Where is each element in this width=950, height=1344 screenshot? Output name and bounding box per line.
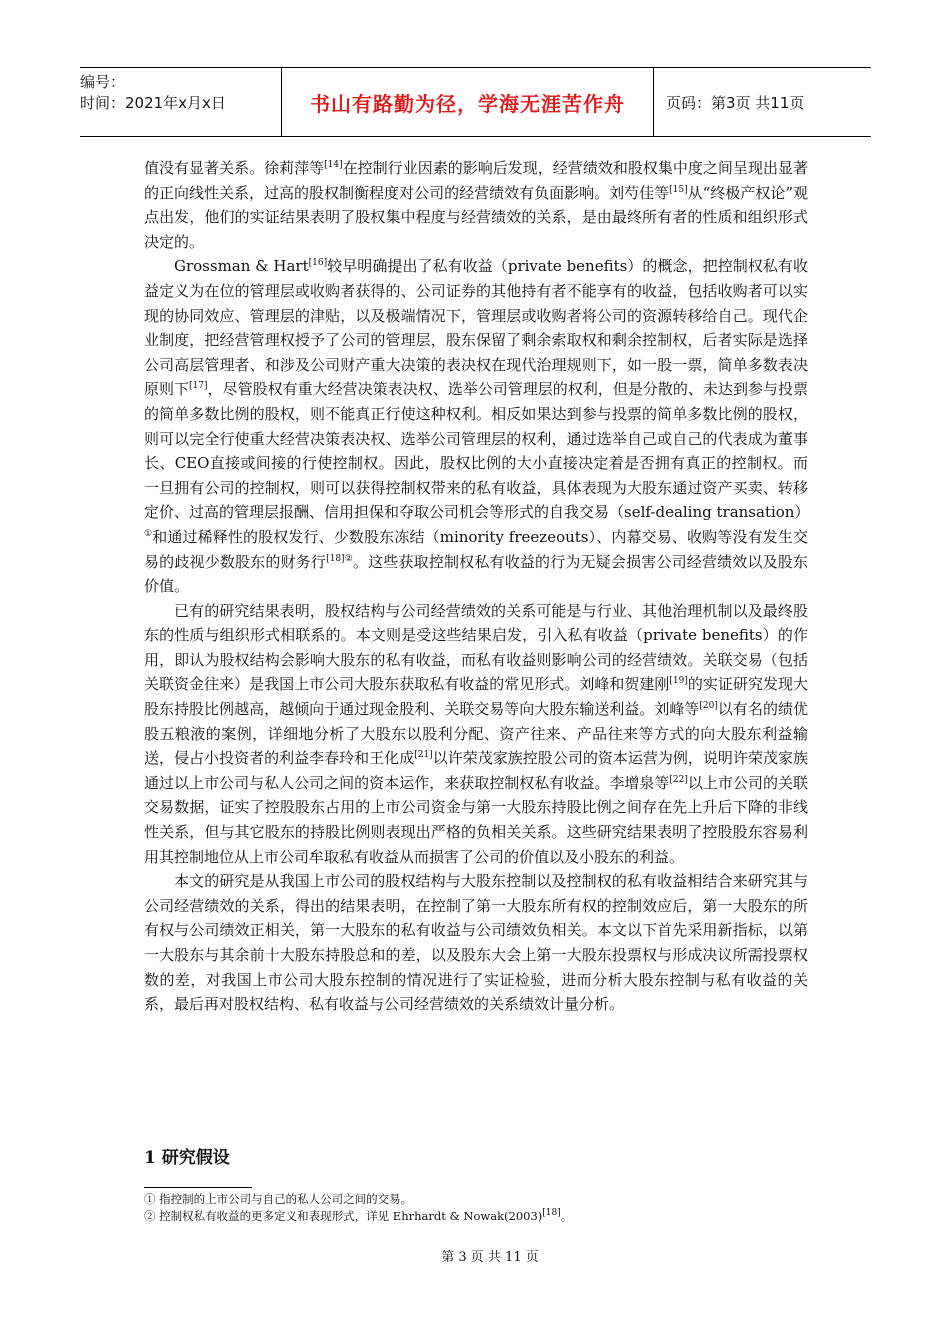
citation-ref: [18] <box>542 1208 561 1219</box>
time-label: 时间：2021年x月x日 <box>80 94 226 112</box>
footnote-mark: ① <box>144 1192 156 1206</box>
footnote-text: 指控制的上市公司与自己的私人公司之间的交易。 <box>155 1192 413 1206</box>
citation-ref: [17] <box>189 381 208 392</box>
footnote-mark: ② <box>144 1209 156 1223</box>
paragraph: 已有的研究结果表明，股权结构与公司经营绩效的关系可能是与行业、其他治理机制以及最终股东的性质与组织形式相联系的。本文则是受这些结果启发，引入私有收益（private benefits）的作用，即认为股权结构会影响大股东的私有收益，而私有收益则影响公司的经营绩效。关联交易（包括关联资金往来）是我国上市公司大股东获取私有收益的常见形式。刘峰和贺建刚[19]的实证研究发现大股东持股比例越高，越倾向于通过现金股利、关联交易等向大股东输送利益。刘峰等[20]以有名的绩优股五粮液的案例，详细地分析了大股东以股利分配、资产往来、产品往来等方式的向大股东利益输送，侵占小投资者的利益李春玲和王化成[21]以许荣茂家族控股公司的资本运营为例，说明许荣茂家族通过以上市公司与私人公司之间的资本运作，来获取控制权私有收益。李增泉等[22]以上市公司的关联交易数据，证实了控股股东占用的上市公司资金与第一大股东持股比例之间存在先上升后下降的非线性关系，但与其它股东的持股比例则表现出严格的负相关关系。这些研究结果表明了控股股东容易利用其控制地位从上市公司牟取私有收益从而损害了公司的价值以及小股东的利益。 <box>144 601 808 866</box>
citation-ref: [16] <box>308 258 328 269</box>
citation-ref: [22] <box>669 774 688 785</box>
document-header <box>80 67 871 137</box>
section-heading: 1 研究假设 <box>144 1148 230 1168</box>
citation-ref: [21] <box>414 750 433 761</box>
footnote-item <box>144 1208 572 1225</box>
footnotes <box>144 1191 572 1225</box>
header-meta <box>80 68 281 136</box>
citation-ref: [14] <box>324 160 343 170</box>
footnote-text: 控制权私有收益的更多定义和表现形式，详见 Ehrhardt & Nowak(2003) <box>155 1209 543 1223</box>
header-motto: 书山有路勤为径，学海无涯苦作舟 <box>281 68 654 136</box>
paragraph: 本文的研究是从我国上市公司的股权结构与大股东控制以及控制权的私有收益相结合来研究其与公司经营绩效的关系，得出的结果表明，在控制了第一大股东所有权的控制效应后，第一大股东的所有权与公司绩效正相关，第一大股东的私有收益与公司绩效负相关。本文以下首先采用新指标，以第一大股东与其余前十大股东持股总和的差，以及股东大会上第一大股东投票权与形成决议所需投票权数的差，对我国上市公司大股东控制的情况进行了实证检验，进而分析大股东控制与私有收益的关系，最后再对股权结构、私有收益与公司经营绩效的关系绩效计量分析。 <box>144 872 808 1014</box>
paragraph: Grossman & Hart[16]较早明确提出了私有收益（private benefits）的概念，把控制权私有收益定义为在位的管理层或收购者获得的、公司证券的其他持有者不能享有的收益，包括收购者可以实现的协同效应、管理层的津贴，以及极端情况下，管理层或收购者将公司的资源转移给自己。现代企业制度，把经营管理权授予了公司的管理层，股东保留了剩余索取权和剩余控制权，后者实际是选择公司高层管理者、和涉及公司财产重大决策的表决权在现代治理规则下，如一股一票，简单多数表决原则下[17]，尽管股权有重大经营决策表决权、选举公司管理层的权利，但是分散的、未达到参与投票的简单多数比例的股权，则不能真正行使这种权利。相反如果达到参与投票的简单多数比例的股权，则可以完全行使重大经营决策表决权、选举公司管理层的权利，通过选举自己或自己的代表成为董事长、CEO直接或间接的行使控制权。因此，股权比例的大小直接决定着是否拥有真正的控制权。而一旦拥有公司的控制权，则可以获得控制权带来的私有收益，具体表现为大股东通过资产买卖、转移定价、过高的管理层报酬、信用担保和夺取公司机会等形式的自我交易（self-dealing transation）①和通过稀释性的股权发行、少数股东冻结（minority freezeouts）、内幕交易、收购等没有发生交易的歧视少数股东的财务行$^{[18]②}$。这些获取控制权私有收益的行为无疑会损害公司经营绩效以及股东价值。 <box>144 257 810 596</box>
citation-ref: [20] <box>699 701 718 712</box>
footnote-item <box>144 1191 572 1208</box>
body-text <box>144 156 808 1017</box>
footnote-divider <box>144 1187 252 1188</box>
footnote-tail: 。 <box>560 1209 573 1223</box>
number-label: 编号： <box>80 73 126 91</box>
paragraph: 值没有显著关系。徐莉萍等[14]在控制行业因素的影响后发现，经营绩效和股权集中度之间呈现出显著的正向线性关系，过高的股权制衡程度对公司的经营绩效有负面影响。刘芍佳等[15]从“终极产权论”观点出发，他们的实证结果表明了股权集中程度与经营绩效的关系，是由最终所有者的性质和组织形式决定的。 <box>144 159 808 251</box>
header-page-info: 页码：第3页 共11页 <box>666 93 805 112</box>
citation-ref: [18]② <box>326 553 353 564</box>
page-footer: 第 3 页 共 11 页 <box>441 1250 539 1265</box>
citation-ref: [19] <box>669 676 688 687</box>
citation-ref: ① <box>144 528 153 539</box>
citation-ref: [15] <box>669 184 688 195</box>
